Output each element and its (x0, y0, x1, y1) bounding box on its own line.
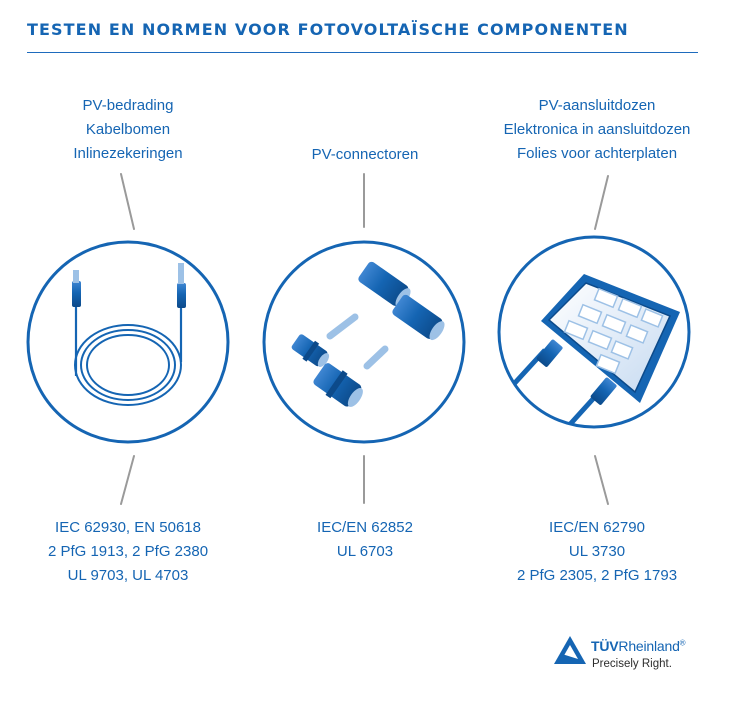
junction-box-standard: IEC/EN 62790 (549, 519, 645, 536)
page-title: TESTEN EN NORMEN VOOR FOTOVOLTAÏSCHE COMPONENTEN (27, 20, 629, 39)
cable-label: Kabelbomen (85, 121, 171, 138)
cable-standard: UL 9703, UL 4703 (67, 567, 189, 584)
connector-label: PV-connectoren (311, 146, 419, 163)
leader-line (121, 456, 134, 504)
leader-line (595, 176, 608, 229)
junction-box-label: Folies voor achterplaten (516, 145, 678, 162)
cable-standard: IEC 62930, EN 50618 (55, 519, 201, 536)
junction-box-label: Elektronica in aansluitdozen (503, 121, 691, 138)
connector-standard: UL 6703 (336, 543, 394, 560)
cable-label: Inlinezekeringen (73, 145, 183, 162)
leader-line (595, 456, 608, 504)
leader-line (121, 174, 134, 229)
junction-box-standard: UL 3730 (568, 543, 626, 560)
junction-box-label: PV-aansluitdozen (538, 97, 656, 114)
cable-label: PV-bedrading (82, 97, 174, 114)
junction-box-icon (470, 237, 689, 452)
coiled-cable-icon (28, 242, 228, 442)
logo-tagline: Precisely Right. (592, 658, 672, 670)
logo-brand: TÜVRheinland® (591, 638, 686, 654)
cable-standard: 2 PfG 1913, 2 PfG 2380 (47, 543, 209, 560)
pv-connectors-icon (264, 242, 464, 442)
connector-standard: IEC/EN 62852 (317, 519, 413, 536)
tuv-rheinland-logo (553, 634, 713, 678)
junction-box-standard: 2 PfG 2305, 2 PfG 1793 (516, 567, 678, 584)
